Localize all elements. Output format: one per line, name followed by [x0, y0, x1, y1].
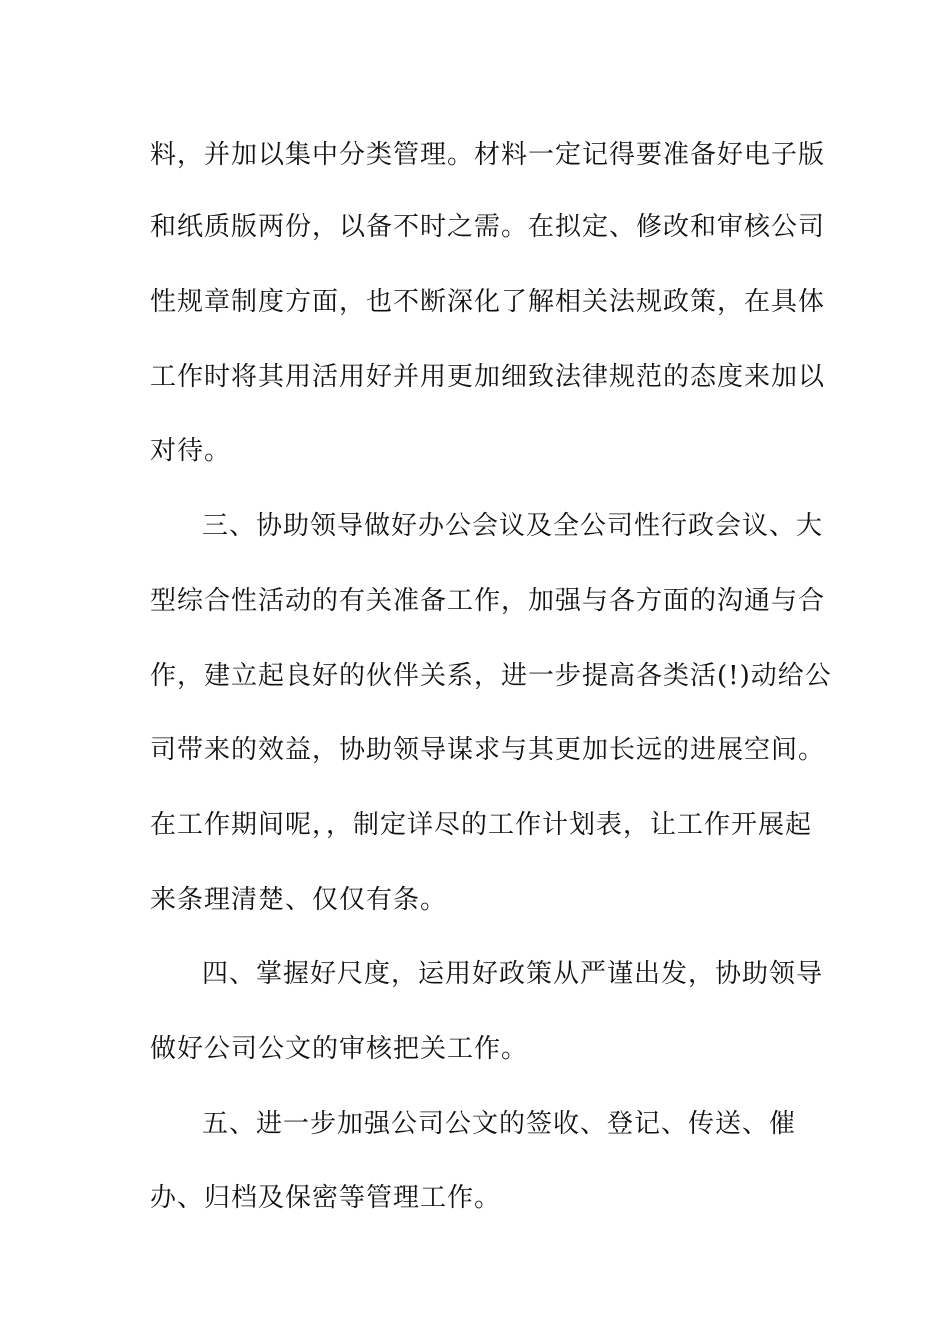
paragraph-start-line: 三、协助领导做好办公会议及全公司性行政会议、大 — [202, 511, 824, 541]
paragraph-start-line: 五、进一步加强公司公文的签收、登记、传送、催 — [202, 1109, 797, 1139]
text-line: 对待。 — [150, 436, 232, 466]
text-line: 料，并加以集中分类管理。材料一定记得要准备好电子版 — [150, 140, 826, 170]
text-line: 在工作期间呢，，制定详尽的工作计划表，让工作开展起 — [150, 810, 813, 840]
text-line: 作，建立起良好的伙伴关系，进一步提高各类活(!)动给公 — [150, 661, 832, 691]
paragraph-start-line: 四、掌握好尺度，运用好政策从严谨出发，协助领导 — [202, 959, 824, 989]
text-line: 做好公司公文的审核把关工作。 — [150, 1034, 529, 1064]
text-line: 司带来的效益，协助领导谋求与其更加长远的进展空间。 — [150, 735, 826, 765]
text-line: 型综合性活动的有关准备工作，加强与各方面的沟通与合 — [150, 586, 826, 616]
text-line: 来条理清楚、仅仅有条。 — [150, 885, 448, 915]
text-line: 办、归档及保密等管理工作。 — [150, 1183, 502, 1213]
text-line: 性规章制度方面，也不断深化了解相关法规政策，在具体 — [150, 287, 826, 317]
text-line: 和纸质版两份，以备不时之需。在拟定、修改和审核公司 — [150, 212, 826, 242]
text-line: 工作时将其用活用好并用更加细致法律规范的态度来加以 — [150, 362, 826, 392]
